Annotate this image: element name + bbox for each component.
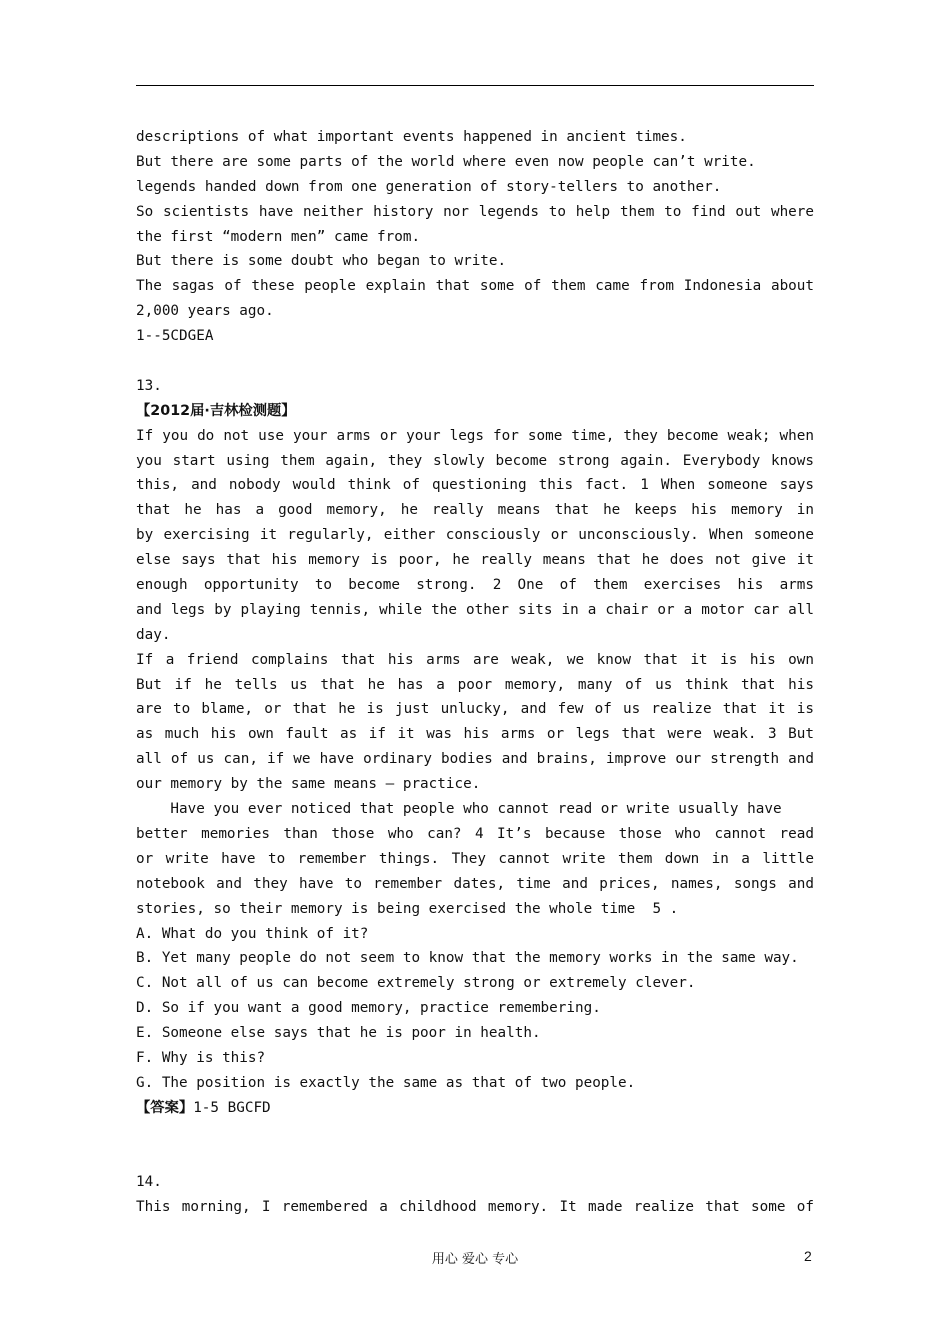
paragraph-line: If you do not use your arms or your legs for some time, they become weak; when bbox=[136, 427, 814, 444]
paragraph-line: you start using them again, they slowly become strong again. Everybody knows bbox=[136, 452, 814, 469]
header-rule bbox=[136, 85, 814, 86]
option-e: E. Someone else says that he is poor in health. bbox=[136, 1025, 541, 1042]
paragraph-line: by exercising it regularly, either consciously or unconsciously. When someone bbox=[136, 527, 814, 544]
page-number: 2 bbox=[804, 1248, 812, 1264]
text-line: legends handed down from one generation of story-tellers to another. bbox=[136, 178, 722, 195]
paragraph-line: all of us can, if we have ordinary bodies and brains, improve our strength and bbox=[136, 751, 814, 768]
paragraph-line: are to blame, or that he is just unlucky, and few of us realize that it is bbox=[136, 701, 814, 718]
text-line: the first “modern men” came from. bbox=[136, 228, 421, 245]
paragraph-line: enough opportunity to become strong. 2 One of them exercises his arms bbox=[136, 577, 814, 594]
text-line: So scientists have neither history nor legends to help them to find out where bbox=[136, 203, 814, 220]
question-source: 【2012届·吉林检测题】 bbox=[136, 402, 296, 419]
question-number: 13. bbox=[136, 377, 162, 394]
paragraph-line: day. bbox=[136, 626, 171, 643]
paragraph-line: If a friend complains that his arms are weak, we know that it is his own bbox=[136, 651, 814, 668]
paragraph-line: stories, so their memory is being exercised the whole time 5 . bbox=[136, 900, 679, 917]
option-g: G. The position is exactly the same as that of two people. bbox=[136, 1074, 636, 1091]
paragraph-line: and legs by playing tennis, while the other sits in a chair or a motor car all bbox=[136, 601, 814, 618]
option-f: F. Why is this? bbox=[136, 1049, 266, 1066]
answer-value: 1-5 BGCFD bbox=[193, 1099, 271, 1116]
paragraph-line: Have you ever noticed that people who cannot read or write usually have bbox=[136, 801, 782, 818]
question-number: 14. bbox=[136, 1174, 162, 1191]
paragraph-line: notebook and they have to remember dates, time and prices, names, songs and bbox=[136, 875, 814, 892]
text-line: But there is some doubt who began to write. bbox=[136, 253, 507, 270]
paragraph-line: as much his own fault as if it was his arms or legs that were weak. 3 But bbox=[136, 726, 814, 743]
paragraph-line: better memories than those who can? 4 It’s because those who cannot read bbox=[136, 825, 814, 842]
page-content bbox=[136, 125, 814, 1220]
answer-line: 1--5CDGEA bbox=[136, 328, 214, 345]
answer-line bbox=[136, 1096, 814, 1121]
option-a: A. What do you think of it? bbox=[136, 925, 369, 942]
paragraph-line: or write have to remember things. They cannot write them down in a little bbox=[136, 850, 814, 867]
answer-label: 【答案】 bbox=[136, 1099, 194, 1116]
paragraph-line: this, and nobody would think of questioning this fact. 1 When someone says bbox=[136, 477, 814, 494]
text-line: The sagas of these people explain that some of them came from Indonesia about bbox=[136, 278, 814, 295]
paragraph-line: that he has a good memory, he really means that he keeps his memory in bbox=[136, 502, 814, 519]
paragraph-line: This morning, I remembered a childhood memory. It made realize that some of bbox=[136, 1199, 814, 1216]
option-d: D. So if you want a good memory, practice remembering. bbox=[136, 1000, 601, 1017]
option-c: C. Not all of us can become extremely strong or extremely clever. bbox=[136, 975, 696, 992]
text-line: descriptions of what important events happened in ancient times. bbox=[136, 129, 687, 145]
paragraph-line: else says that his memory is poor, he really means that he does not give it bbox=[136, 552, 814, 569]
option-b: B. Yet many people do not seem to know that the memory works in the same way. bbox=[136, 950, 799, 967]
paragraph-line: our memory by the same means — practice. bbox=[136, 776, 481, 793]
footer-slogan: 用心 爱心 专心 bbox=[431, 1252, 519, 1267]
text-line: 2,000 years ago. bbox=[136, 303, 274, 320]
text-line: But there are some parts of the world where even now people can’t write. bbox=[136, 153, 756, 170]
paragraph-line: But if he tells us that he has a poor memory, many of us think that his bbox=[136, 676, 814, 693]
